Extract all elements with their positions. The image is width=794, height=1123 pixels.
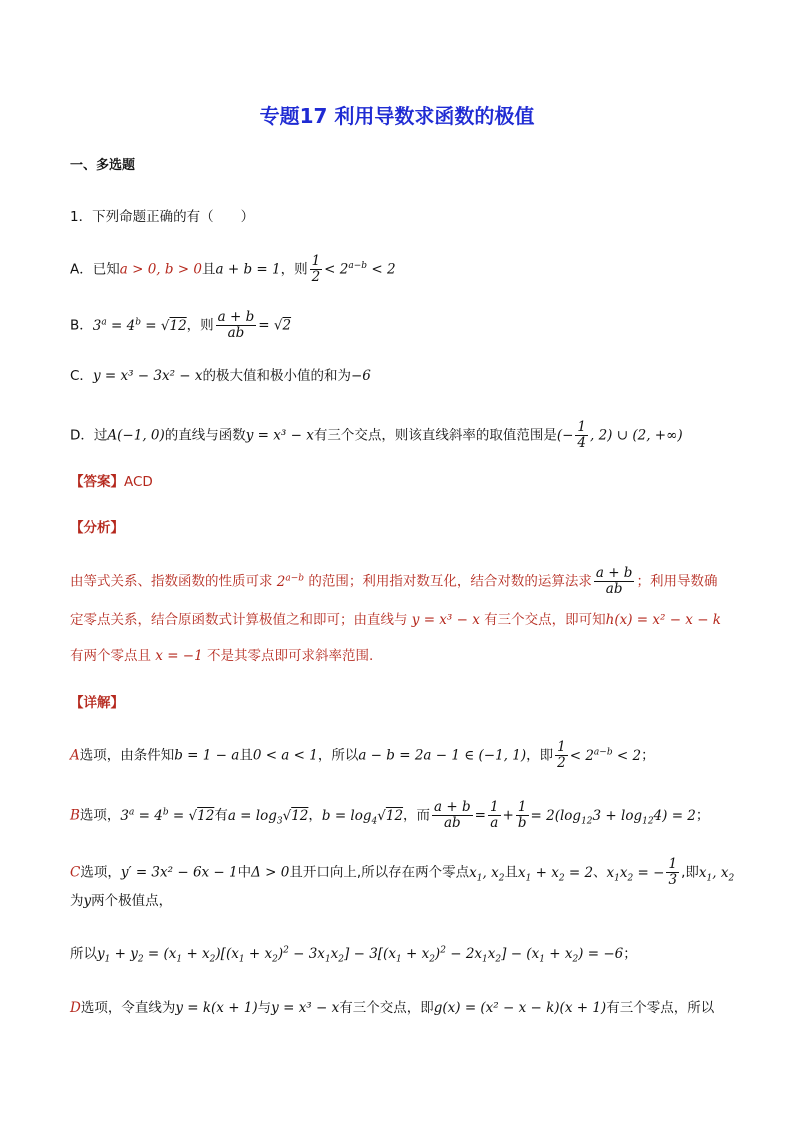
detail-c [70, 856, 735, 888]
detail-c-expr1: y′ = 3x² − 6x − 1 [120, 864, 238, 881]
detail-d-expr2: y = x³ − x [271, 1000, 340, 1016]
option-d-text2: 有三个交点，则该直线斜率的取值范围是 [313, 427, 557, 444]
detail-c-line2 [70, 890, 724, 912]
section-heading: 一、多选题 [70, 158, 136, 173]
option-a-then: ，则 [280, 261, 308, 278]
detail-a-label: A [70, 747, 80, 764]
detail-b-frac2: $\frac{1}{a}$ [489, 799, 499, 831]
detail-c-expr5: $x_1x_2$ = − [606, 864, 665, 884]
detail-d [70, 997, 724, 1019]
detail-c-expr6: $x_1$, $x_2$ [698, 864, 735, 884]
detail-c-y: y [83, 893, 92, 909]
detail-d-label: D [70, 1000, 81, 1016]
detail-b-label: B [70, 807, 80, 824]
option-b-value: = √2 [258, 317, 292, 334]
detail-c-text6: ,即 [681, 864, 699, 881]
detail-b: B选项，$3^a = 4^b = √12$有$a = \log_3√12$，$b = \log_4√12$，而 $\frac{a + b}{ab}$ = $\frac{1}{a}$ + $\frac{1}{b}$ = $2(\log_{12}3 + \log_{12}4) = 2$； [70, 799, 710, 831]
option-d-text1: 的直线与函数 [164, 427, 246, 444]
detail-a-text3: ，所以 [317, 747, 359, 764]
fraction-one-half: $\frac{1}{2}$ [311, 253, 321, 285]
option-a-sum: a + b = 1 [215, 261, 281, 278]
option-a-mid: 且 [202, 261, 216, 278]
detail-a-text2: 且 [239, 747, 253, 764]
analysis-text-1c: ；利用导数确 [636, 573, 718, 590]
analysis-line-2 [70, 609, 724, 631]
detail-sum-line: 所以$y_1 + y_2 = (x_1 + x_2)[(x_1 + x_2)^2 - 3x_1x_2] - 3[(x_1 + x_2)^2 - 2x_1x_2] - (x_1 + x_2) = -6$； [70, 945, 637, 965]
answer-value: ACD [124, 474, 153, 490]
option-a-prefix: A．已知 [70, 261, 120, 278]
detail-a-text1: 选项，由条件知 [79, 747, 175, 764]
analysis-expr-x: x = −1 [151, 648, 207, 664]
page-title: 专题17 利用导数求函数的极值 [259, 104, 535, 128]
option-d-function: y = x³ − x [245, 427, 314, 444]
detail-a-text4: ，即 [526, 747, 554, 764]
detail-c-expr2: Δ > 0 [251, 864, 290, 881]
detail-d-text2: 与 [257, 1000, 272, 1016]
answer-label: 【答案】 [70, 474, 124, 490]
option-d-prefix: D．过 [70, 427, 108, 444]
detail-b-expr2: $a = \log_3√12$ [227, 807, 309, 827]
detail-a: A选项，由条件知b = 1 − a且0 < a < 1，所以a − b = 2a − 1 ∈ (−1, 1)，即 $\frac{1}{2}$ < $2^{a-b} < 2$； [70, 739, 655, 771]
detail-c-text1: 选项， [80, 864, 121, 881]
option-b-prefix: B． [70, 317, 93, 334]
analysis-fraction: $\frac{a + b}{ab}$ [595, 565, 633, 597]
option-a-tail: < 2 [371, 261, 396, 278]
detail-c-line2-text: 为 [70, 893, 84, 909]
fraction-one-quarter: $\frac{1}{4}$ [577, 419, 587, 451]
detail-sum-expr: $y_1 + y_2 = (x_1 + x_2)[(x_1 + x_2)^2 - 3x_1x_2] - 3[(x_1 + x_2)^2 - 2x_1x_2] - (x_1 + x_2) = -6$ [97, 945, 624, 965]
option-c [70, 365, 724, 387]
option-d-range-tail: , 2) ∪ (2, +∞) [590, 427, 683, 444]
option-b [70, 310, 724, 341]
detail-b-text2: 有 [214, 807, 228, 824]
analysis-text-2a: 定零点关系，结合原函数式计算极值之和即可；由直线与 [70, 612, 408, 628]
detail-c-expr3: $x_1$, $x_2$ [469, 864, 505, 884]
detail-c-label: C [70, 864, 81, 881]
option-c-value: −6 [351, 368, 371, 384]
option-b-equation: $3^a = 4^b = √12$ [92, 317, 187, 334]
option-b-then: ，则 [186, 317, 214, 334]
detail-b-frac1: $\frac{a + b}{ab}$ [434, 799, 471, 831]
analysis-text-1b: 的范围；利用指对数互化，结合对数的运算法求 [308, 573, 592, 590]
detail-a-expr4: < $2^{a-b} < 2$ [569, 747, 642, 764]
fraction-a-plus-b-over-ab: $\frac{a + b}{ab}$ [217, 309, 255, 341]
analysis-expr-y: y = x³ − x [407, 612, 485, 628]
detail-c-text4: 且 [504, 864, 518, 881]
detail-c-text5: 、 [593, 864, 607, 881]
detail-a-expr3: a − b = 2a − 1 ∈ (−1, 1) [358, 747, 527, 764]
answer-line [70, 471, 724, 493]
detail-b-expr3: $b = \log_4√12$ [321, 807, 404, 827]
analysis-expr-2ab: $2^{a-b}$ [272, 573, 305, 590]
detail-c-text3: 且开口向上,所以存在两个零点 [289, 864, 470, 881]
detail-c-text2: 中 [237, 864, 252, 881]
option-d-point: A(−1, 0) [107, 427, 165, 444]
detail-b-expr4: = $2(\log_{12}3 + \log_{12}4) = 2$ [530, 807, 696, 827]
analysis-text-3a: 有两个零点且 [70, 648, 151, 664]
detail-d-expr3: g(x) = (x² − x − k)(x + 1) [433, 1000, 607, 1016]
option-c-function: y = x³ − 3x² − x [92, 368, 203, 384]
option-c-text: 的极大值和极小值的和为 [202, 368, 351, 384]
detail-a-expr2: 0 < a < 1 [252, 747, 318, 764]
detail-b-frac3: $\frac{1}{b}$ [517, 799, 527, 831]
detail-label: 【详解】 [70, 695, 124, 711]
analysis-label: 【分析】 [70, 520, 124, 536]
option-a [70, 254, 724, 285]
analysis-text-3b: 不是其零点即可求斜率范围. [207, 648, 374, 664]
detail-c-line2-text-b: 两个极值点， [91, 893, 173, 909]
analysis-text-1a: 由等式关系、指数函数的性质可求 [70, 573, 273, 590]
detail-b-text1: 选项， [79, 807, 121, 824]
option-a-inequality: < 2 [324, 261, 349, 278]
detail-a-expr1: b = 1 − a [174, 747, 240, 764]
question-stem: 1．下列命题正确的有（ ） [70, 209, 255, 225]
analysis-text-2b: 有三个交点，即可知 [484, 612, 606, 628]
option-a-condition: a > 0, b > 0 [119, 261, 202, 278]
detail-d-text3: 有三个交点，即 [339, 1000, 434, 1016]
detail-b-expr1: $3^a = 4^b = √12$ [120, 807, 215, 824]
detail-a-fraction: $\frac{1}{2}$ [557, 739, 566, 771]
detail-d-expr1: y = k(x + 1) [175, 1000, 258, 1016]
option-c-prefix: C． [70, 368, 93, 384]
analysis-line-3 [70, 645, 724, 667]
detail-d-text4: 有三个零点，所以 [606, 1000, 715, 1016]
detail-sum-prefix: 所以 [70, 946, 97, 962]
analysis-line-1 [70, 566, 724, 597]
detail-d-text1: 选项，令直线为 [80, 1000, 176, 1016]
detail-c-fraction: $\frac{1}{3}$ [668, 856, 678, 888]
detail-b-text3: ，而 [403, 807, 431, 824]
option-d: D．过A(−1, 0)的直线与函数y = x³ − x有三个交点，则该直线斜率的取值范围是(− $\frac{1}{4}$ , 2) ∪ (2, +∞) [70, 419, 683, 451]
detail-c-expr4: $x_1 + x_2 = 2$ [517, 864, 594, 884]
analysis-expr-h: h(x) = x² − x − k [605, 612, 721, 628]
option-a-exponent: a−b [348, 261, 368, 271]
